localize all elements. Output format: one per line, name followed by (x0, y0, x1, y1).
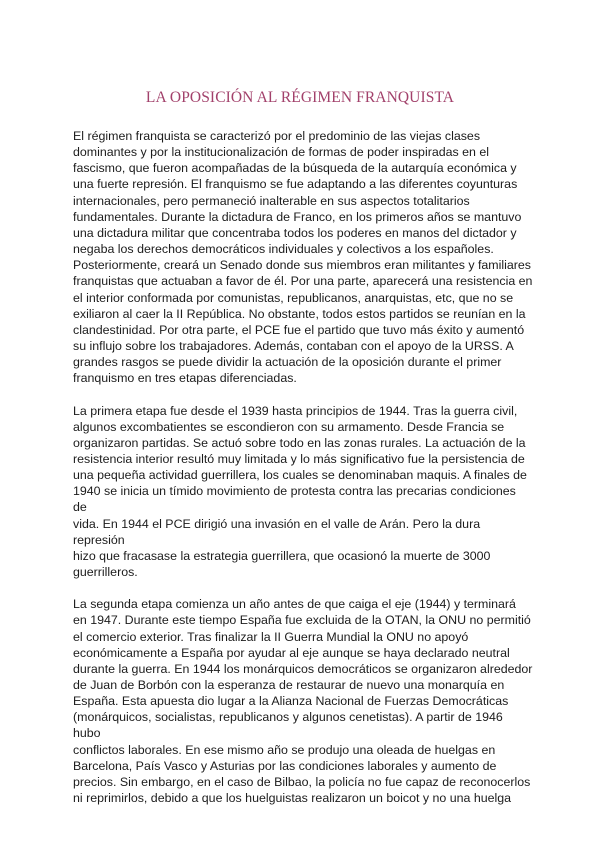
document-body (73, 128, 533, 822)
paragraph-intro: El régimen franquista se caracterizó por el predominio de las viejas clases dominantes y por la institucionalización de formas de poder inspiradas en el fascismo, que fueron acompañadas de la búsqueda de la autarquía económica y una fuerte represión. El franquismo se fue adaptando a las diferentes coyunturas internacionales, pero permaneció inalterable en sus aspectos totalitarios fundamentales. Durante la dictadura de Franco, en los primeros años se mantuvo una dictadura militar que concentraba todos los poderes en manos del dictador y negaba los derechos democráticos individuales y colectivos a los españoles. Posteriormente, creará un Senado donde sus miembros eran militantes y familiares franquistas que actuaban a favor de él. Por una parte, aparecerá una resistencia en el interior conformada por comunistas, republicanos, anarquistas, etc, que no se exiliaron al caer la II República. No obstante, todos estos partidos se reunían en la clandestinidad. Por otra parte, el PCE fue el partido que tuvo más éxito y aumentó su influjo sobre los trabajadores. Además, contaban con el apoyo de la URSS. A grandes rasgos se puede dividir la actuación de la oposición durante el primer franquismo en tres etapas diferenciadas. (73, 129, 533, 386)
page-title: LA OPOSICIÓN AL RÉGIMEN FRANQUISTA (145, 89, 455, 106)
paragraph-first-stage: La primera etapa fue desde el 1939 hasta principios de 1944. Tras la guerra civil, algunos excombatientes se escondieron con su armamento. Desde Francia se organizaron partidas. Se actuó sobre todo en las zonas rurales. La actuación de la resistencia interior resultó muy limitada y lo más significativo fue la persistencia de una pequeña actividad guerrillera, los cuales se denominaban maquis. A finales de 1940 se inicia un tímido movimiento de protesta contra las precarias condiciones de vida. En 1944 el PCE dirigió una invasión en el valle de Arán. Pero la dura represión hizo que fracasase la estrategia guerrillera, que ocasionó la muerte de 3000 guerrilleros. (73, 403, 527, 580)
paragraph-second-stage: La segunda etapa comienza un año antes de que caiga el eje (1944) y terminará en 1947. Durante este tiempo España fue excluida de la OTAN, la ONU no permitió el comercio exterior. Tras finalizar la II Guerra Mundial la ONU no apoyó económicamente a España por ayudar al eje aunque se haya declarado neutral durante la guerra. En 1944 los monárquicos democráticos se organizaron alrededor de Juan de Borbón con la esperanza de restaurar de nuevo una monarquía en España. Esta apuesta dio lugar a la Alianza Nacional de Fuerzas Democráticas (monárquicos, socialistas, republicanos y algunos cenetistas). A partir de 1946 hubo conflictos laborales. En ese mismo año se produjo una oleada de huelgas en Barcelona, País Vasco y Asturias por las condiciones laborales y aumento de precios. Sin embargo, en el caso de Bilbao, la policía no fue capaz de reconocerlos ni reprimirlos, debido a que los huelguistas realizaron un boicot y no una huelga (73, 597, 533, 806)
